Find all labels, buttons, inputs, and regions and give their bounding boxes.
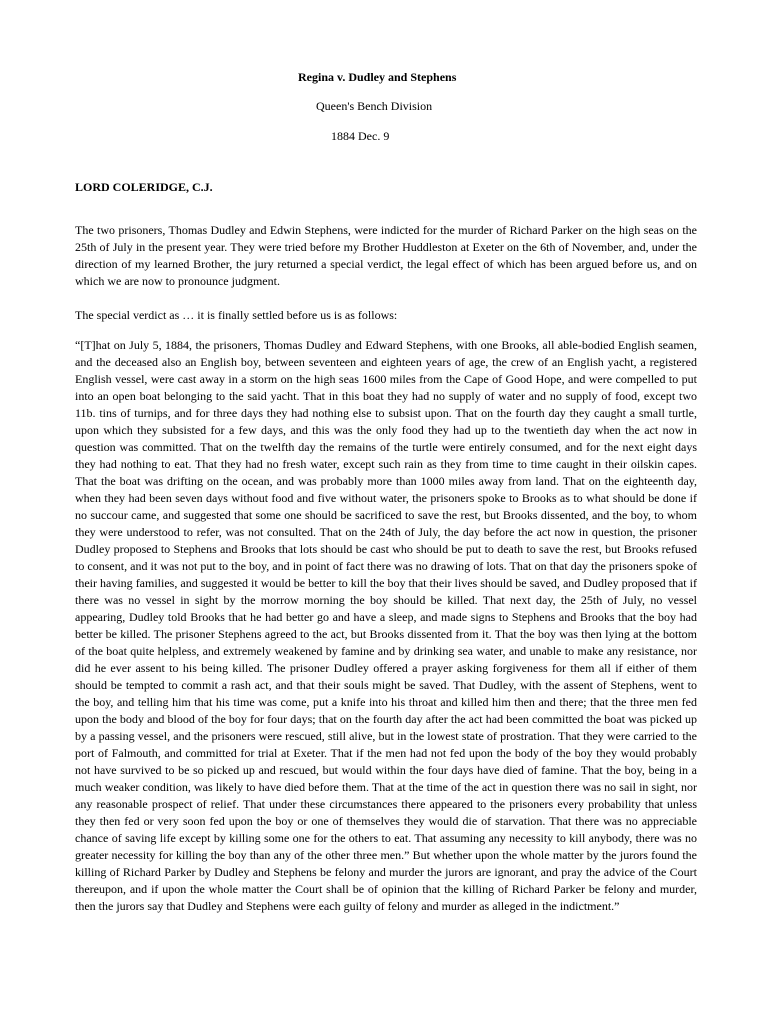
court-name: Queen's Bench Division bbox=[316, 99, 433, 113]
judge-heading: LORD COLERIDGE, C.J. bbox=[75, 180, 213, 194]
paragraph-special-verdict: “[T]hat on July 5, 1884, the prisoners, Thomas Dudley and Edward Stephens, with one Brooks, all able-bodied English seamen, and the deceased also an English boy, between seventeen and eighteen years of age, the crew of an English yacht, a registered English vessel, were cast away in a storm on the high seas 1600 miles from the Cape of Good Hope, and were compelled to put into an open boat belonging to the said yacht. That in this boat they had no supply of water and no supply of food, except two 11b. tins of turnips, and for three days they had nothing else to subsist upon. That on the fourth day they caught a small turtle, upon which they subsisted for a few days, and this was the only food they had up to the twentieth day when the act now in question was committed. That on the twelfth day the remains of the turtle were entirely consumed, and for the next eight days they had nothing to eat. That they had no fresh water, except such rain as they from time to time caught in their oilskin capes. That the boat was drifting on the ocean, and was probably more than 1000 miles away from land. That on the eighteenth day, when they had been seven days without food and five without water, the prisoners spoke to Brooks as to what should be done if no succour came, and suggested that some one should be sacrificed to save the rest, but Brooks dissented, and the boy, to whom they were understood to refer, was not consulted. That on the 24th of July, the day before the act now in question, the prisoner Dudley proposed to Stephens and Brooks that lots should be cast who should be put to death to save the rest, but Brooks refused to consent, and it was not put to the boy, and in point of fact there was no drawing of lots. That on that day the prisoners spoke of their having families, and suggested it would be better to kill the boy that their lives should be saved, and Dudley proposed that if there was no vessel in sight by the morrow morning the boy should be killed. That next day, the 25th of July, no vessel appearing, Dudley told Brooks that he had better go and have a sleep, and made signs to Stephens and Brooks that the boy had better be killed. The prisoner Stephens agreed to the act, but Brooks dissented from it. That the boy was then lying at the bottom of the boat quite helpless, and extremely weakened by famine and by drinking sea water, and unable to make any resistance, nor did he ever assent to his being killed. The prisoner Dudley offered a prayer asking forgiveness for them all if either of them should be tempted to commit a rash act, and that their souls might be saved. That Dudley, with the assent of Stephens, went to the boy, and telling him that his time was come, put a knife into his throat and killed him then and there; that the three men fed upon the body and blood of the boy for four days; that on the fourth day after the act had been committed the boat was picked up by a passing vessel, and the prisoners were rescued, still alive, but in the lowest state of prostration. That they were carried to the port of Falmouth, and committed for trial at Exeter. That if the men had not fed upon the body of the boy they would probably not have survived to be so picked up and rescued, but would within the four days have died of famine. That the boy, being in a much weaker condition, was likely to have died before them. That at the time of the act in question there was no sail in sight, nor any reasonable prospect of relief. That under these circumstances there appeared to the prisoners every probability that unless they then fed or very soon fed upon the boy or one of themselves they would die of starvation. That there was no appreciable chance of saving life except by killing some one for the others to eat. That assuming any necessity to kill anybody, there was no greater necessity for killing the boy than any of the other three men.” But whether upon the whole matter by the jurors found the killing of Richard Parker by Dudley and Stephens be felony and murder the jurors are ignorant, and pray the advice of the Court thereupon, and if upon the whole matter the Court shall be of opinion that the killing of Richard Parker be felony and murder, then the jurors say that Dudley and Stephens were each guilty of felony and murder as alleged in the indictment.” bbox=[75, 338, 697, 913]
paragraph-verdict-lead: The special verdict as … it is finally settled before us is as follows: bbox=[75, 308, 398, 322]
paragraph-intro: The two prisoners, Thomas Dudley and Edwin Stephens, were indicted for the murder of Richard Parker on the high seas on the 25th of July in the present year. They were tried before my Brother Huddleston at Exeter on the 6th of November, and, under the direction of my learned Brother, the jury returned a special verdict, the legal effect of which has been argued before us, and on which we are now to pronounce judgment. bbox=[75, 223, 697, 288]
decision-date: 1884 Dec. 9 bbox=[331, 129, 390, 143]
opinion-body bbox=[75, 222, 697, 932]
case-title: Regina v. Dudley and Stephens bbox=[298, 70, 457, 84]
